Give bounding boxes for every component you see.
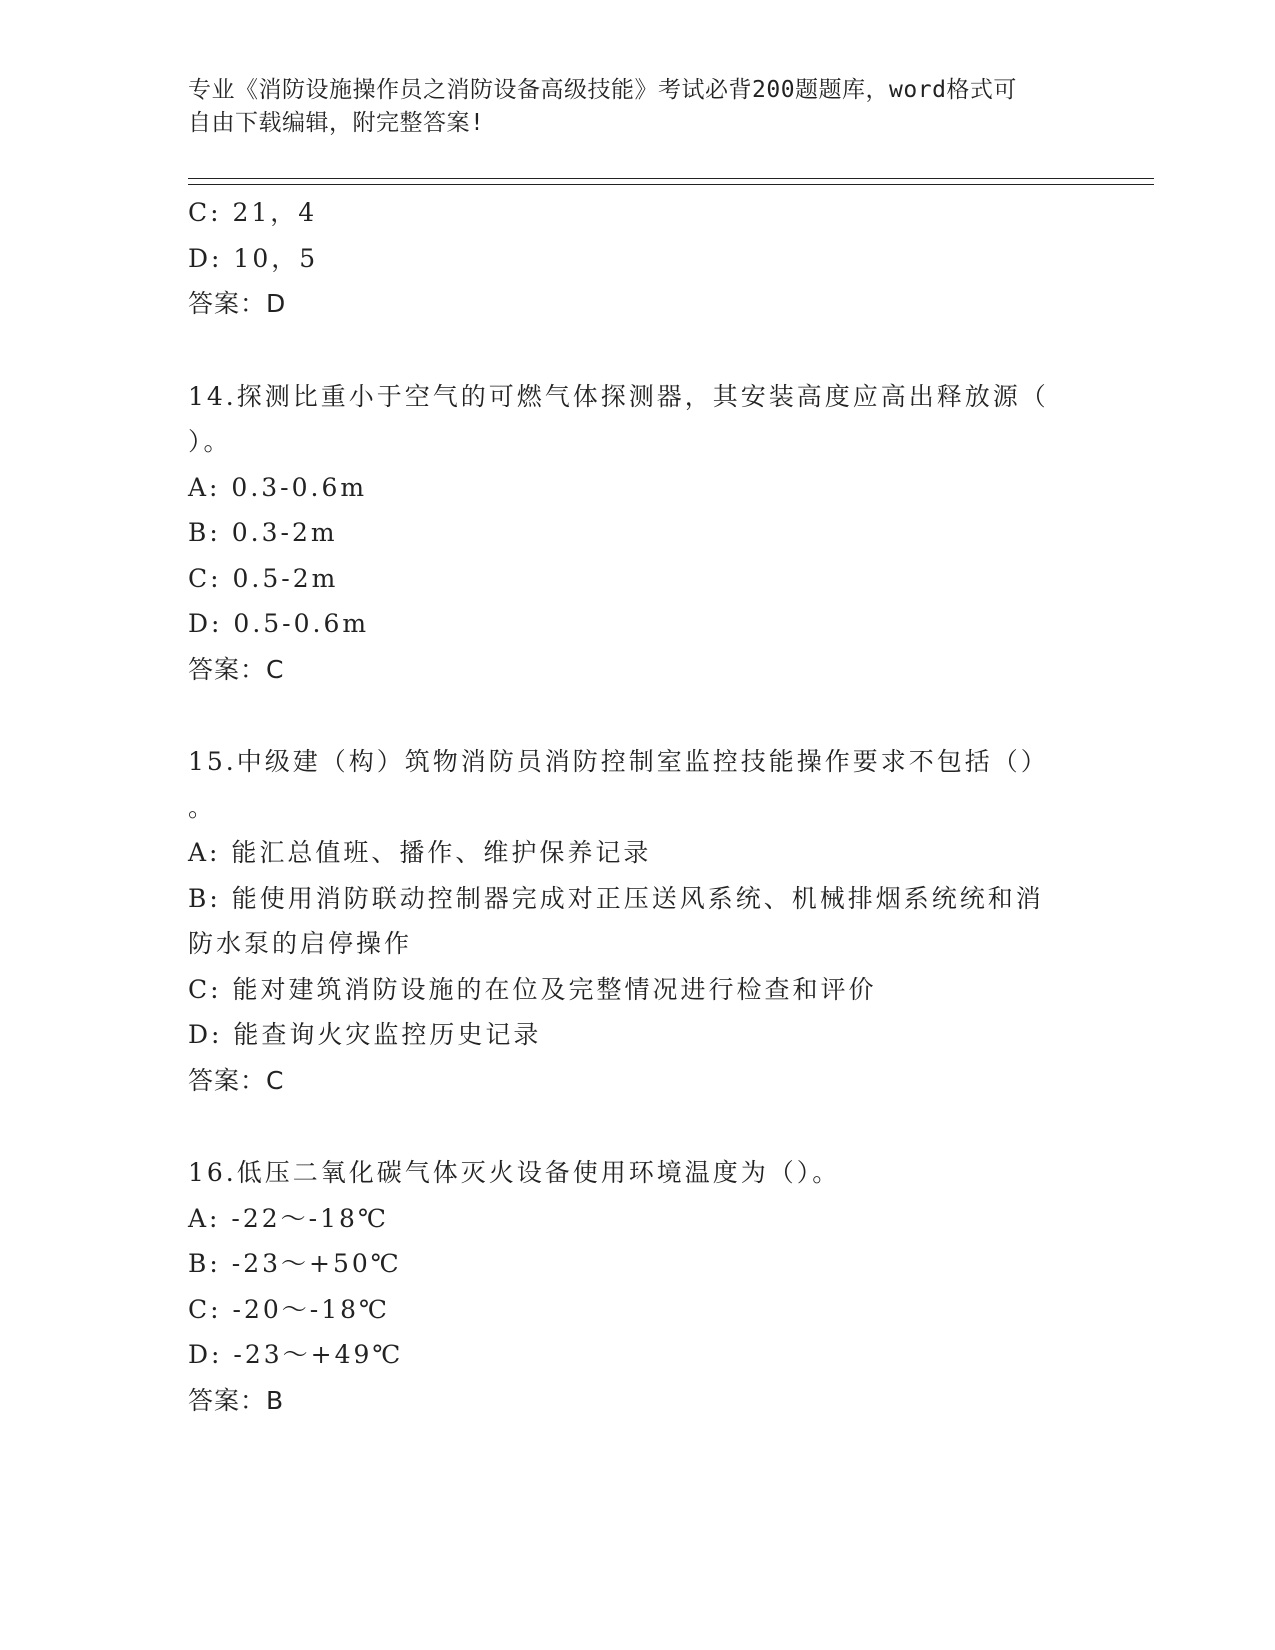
question-list bbox=[188, 190, 1088, 1423]
question-stem: 14.探测比重小于空气的可燃气体探测器，其安装高度应高出释放源（ bbox=[188, 381, 1049, 411]
question-stem: 16.低压二氧化碳气体灭火设备使用环境温度为（）。 bbox=[188, 1158, 841, 1187]
option-b: B: 0.3-2m bbox=[188, 518, 338, 547]
question-stem-continued: 。 bbox=[188, 792, 217, 822]
option-c: C: 能对建筑消防设施的在位及完整情况进行检查和评价 bbox=[188, 974, 877, 1004]
option-a: A: -22～-18℃ bbox=[188, 1203, 389, 1233]
option-d: D: -23～+49℃ bbox=[188, 1340, 404, 1369]
option-c: C: 0.5-2m bbox=[188, 563, 339, 593]
option-b-continued: 防水泵的启停操作 bbox=[188, 929, 413, 958]
answer: 答案：C bbox=[188, 1065, 285, 1095]
answer: 答案：C bbox=[188, 654, 285, 684]
spacer bbox=[188, 327, 1088, 374]
header-divider-top bbox=[188, 178, 1154, 179]
answer: 答案：B bbox=[188, 1385, 285, 1415]
question-13-tail bbox=[188, 190, 1088, 327]
option-c: C: 21，4 bbox=[188, 198, 318, 227]
question-16 bbox=[188, 1150, 1088, 1423]
option-b: B: -23～+50℃ bbox=[188, 1249, 402, 1278]
document-header bbox=[188, 74, 1088, 140]
header-divider-bottom bbox=[188, 184, 1154, 185]
option-a: A: 0.3-0.6m bbox=[188, 472, 368, 502]
question-stem-continued: ）。 bbox=[188, 427, 232, 456]
option-a: A: 能汇总值班、播作、维护保养记录 bbox=[188, 838, 652, 867]
spacer bbox=[188, 1103, 1088, 1150]
option-d: D: 10，5 bbox=[188, 243, 319, 273]
question-stem: 15.中级建（构）筑物消防员消防控制室监控技能操作要求不包括（） bbox=[188, 747, 1049, 776]
option-d: D: 0.5-0.6m bbox=[188, 609, 370, 638]
answer: 答案：D bbox=[188, 289, 287, 318]
header-line-2: 自由下载编辑，附完整答案! bbox=[188, 110, 485, 136]
option-c: C: -20～-18℃ bbox=[188, 1294, 390, 1324]
option-d: D: 能查询火灾监控历史记录 bbox=[188, 1020, 542, 1049]
spacer bbox=[188, 692, 1088, 739]
header-line-1: 专业《消防设施操作员之消防设备高级技能》考试必背200题题库，word格式可 bbox=[188, 77, 1017, 103]
option-b: B: 能使用消防联动控制器完成对正压送风系统、机械排烟系统统和消 bbox=[188, 883, 1044, 913]
question-14 bbox=[188, 374, 1088, 693]
question-15 bbox=[188, 739, 1088, 1103]
